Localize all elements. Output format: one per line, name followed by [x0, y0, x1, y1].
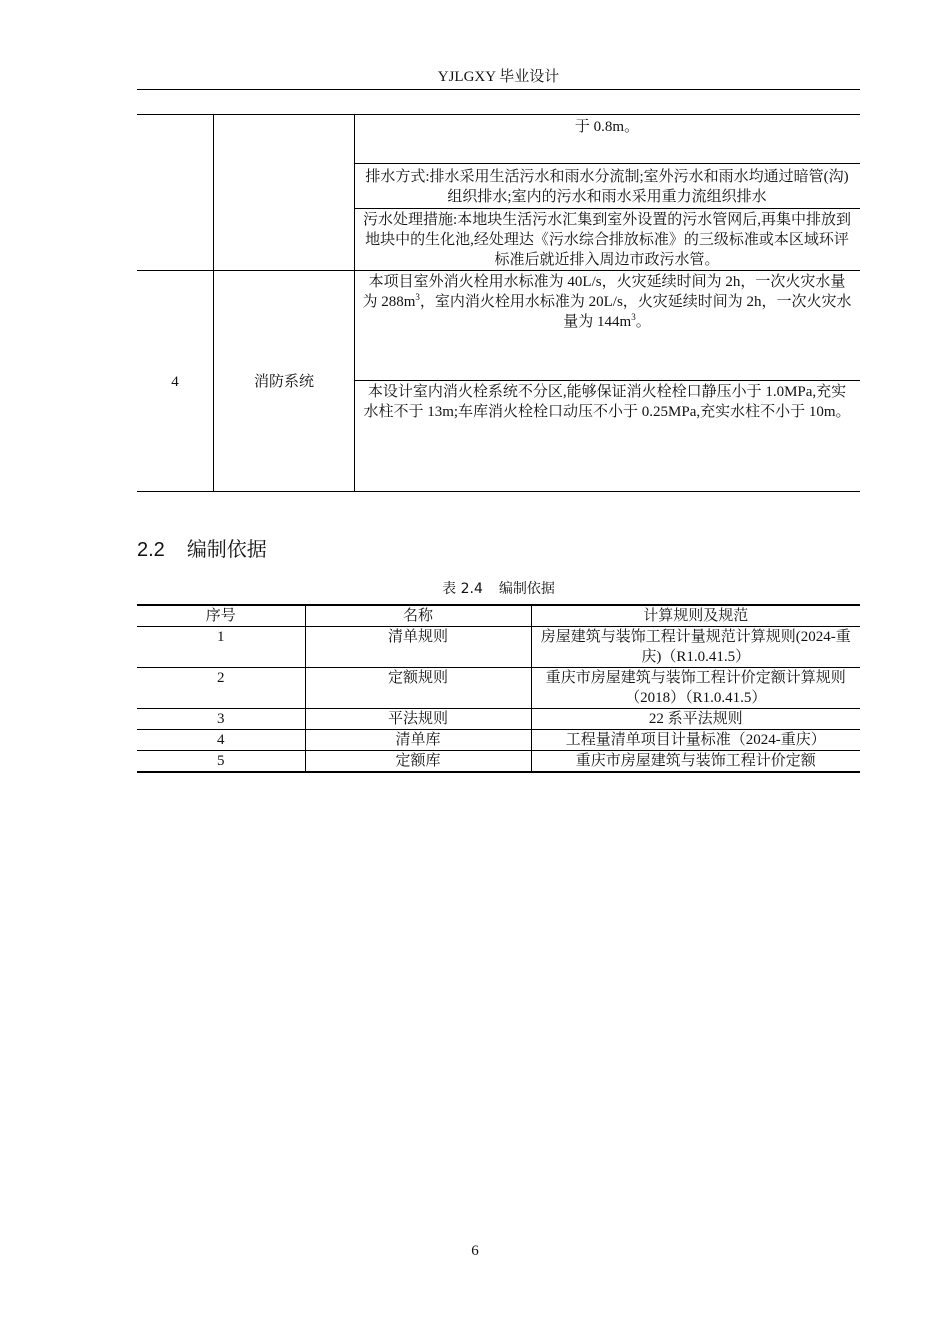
header-name: 名称 — [305, 605, 531, 627]
table-bottom-rule — [137, 491, 860, 492]
row-divider — [354, 208, 860, 209]
column-divider — [354, 114, 355, 492]
cell-index: 2 — [137, 668, 305, 709]
row-divider — [354, 380, 860, 381]
table-caption-number: 表 2.4 — [442, 581, 483, 597]
cell-rules: 工程量清单项目计量标准（2024-重庆） — [531, 730, 860, 751]
table-cell: 排水方式:排水采用生活污水和雨水分流制;室外污水和雨水均通过暗管(沟)组织排水;室内的污水和雨水采用重力流组织排水 — [365, 169, 849, 205]
section-heading — [137, 536, 267, 563]
row-divider — [137, 270, 860, 271]
table-header-row — [137, 605, 860, 627]
page-header-title: YJLGXY 毕业设计 — [437, 69, 560, 85]
header-rules: 计算规则及规范 — [531, 605, 860, 627]
table-row — [137, 709, 860, 730]
table-row — [137, 668, 860, 709]
row-index: 4 — [171, 374, 179, 390]
section-number: 2.2 — [137, 539, 165, 561]
row-name: 消防系统 — [253, 374, 314, 390]
cell-rules: 22 系平法规则 — [531, 709, 860, 730]
cell-rules: 房屋建筑与装饰工程计量规范计算规则(2024-重庆)（R1.0.41.5） — [531, 627, 860, 668]
fire-hydrant-text: 本设计室内消火栓系统不分区,能够保证消火栓栓口静压小于 1.0MPa,充实水柱不于 13m;车库消火栓栓口动压不小于 0.25MPa,充实水柱不小于 10m。 — [363, 384, 851, 420]
fire-water-text: 本项目室外消火栓用水标准为 40L/s，火灾延续时间为 2h，一次火灾水量为 $288m^3$，室内消火栓用水标准为 20L/s，火灾延续时间为 2h，一次火灾水量为 $144m^3$。 — [362, 274, 852, 330]
cell-name: 清单规则 — [305, 627, 531, 668]
cell-index: 4 — [137, 730, 305, 751]
table-row — [137, 751, 860, 773]
continued-table — [137, 114, 860, 492]
table-top-rule — [137, 114, 860, 115]
table-cell: 污水处理措施:本地块生活污水汇集到室外设置的污水管网后,再集中排放到地块中的生化池,经处理达《污水综合排放标准》的三级标准或本区域环评标准后就近排入周边市政污水管。 — [363, 212, 851, 268]
cell-rules: 重庆市房屋建筑与装饰工程计价定额计算规则（2018）（R1.0.41.5） — [531, 668, 860, 709]
header-rule — [137, 89, 860, 90]
cell-name: 清单库 — [305, 730, 531, 751]
cell-rules: 重庆市房屋建筑与装饰工程计价定额 — [531, 751, 860, 773]
table-row — [137, 627, 860, 668]
section-title: 编制依据 — [186, 537, 267, 561]
table-caption — [137, 580, 860, 598]
column-divider — [213, 114, 214, 492]
cell-index: 1 — [137, 627, 305, 668]
table-row — [137, 730, 860, 751]
cell-index: 3 — [137, 709, 305, 730]
cell-name: 定额规则 — [305, 668, 531, 709]
page-number: 6 — [471, 1243, 479, 1259]
row-divider — [354, 163, 860, 164]
cell-index: 5 — [137, 751, 305, 773]
cell-name: 定额库 — [305, 751, 531, 773]
header-index: 序号 — [137, 605, 305, 627]
table-caption-title: 编制依据 — [498, 581, 555, 597]
cell-name: 平法规则 — [305, 709, 531, 730]
basis-table — [137, 604, 860, 773]
table-cell: 于 0.8m。 — [574, 119, 640, 135]
